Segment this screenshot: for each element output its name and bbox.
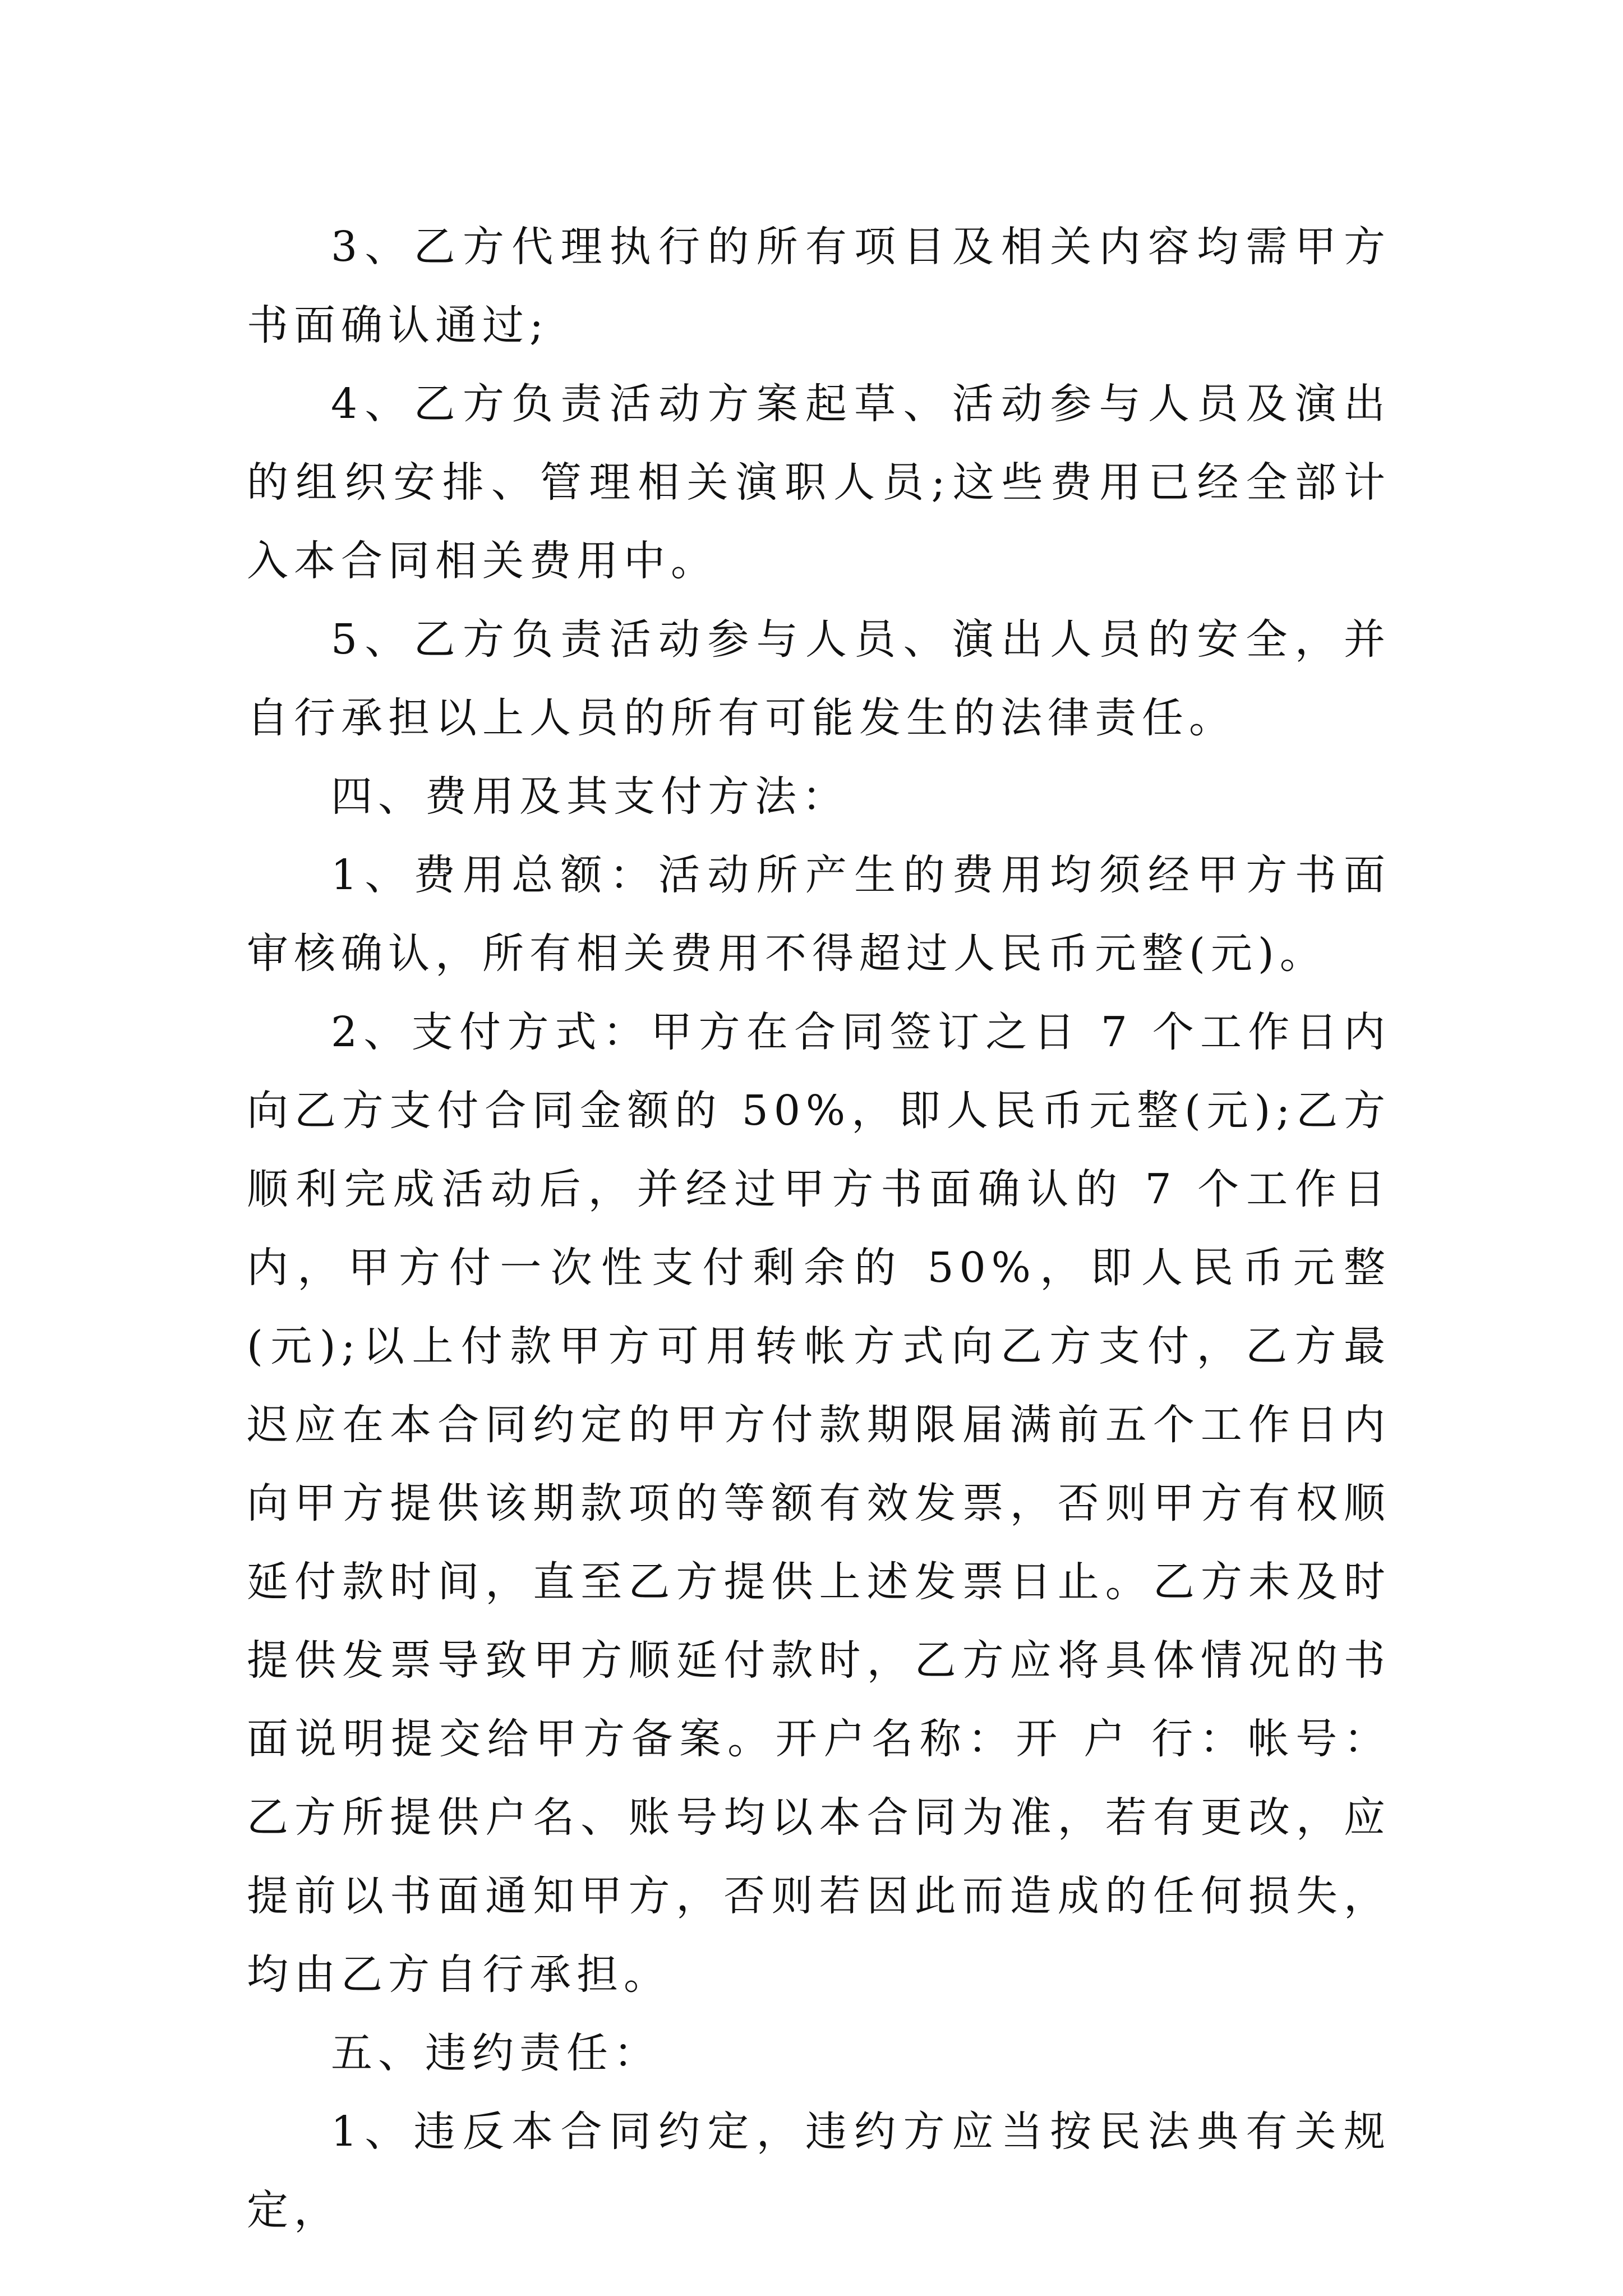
payment-method-paragraph: 2、支付方式：甲方在合同签订之日 7 个工作日内向乙方支付合同金额的 50%，即人民币元整(元);乙方顺利完成活动后，并经过甲方书面确认的 7 个工作日内，甲方付一次性支付剩余的 50%，即人民币元整(元);以上付款甲方可用转帐方式向乙方支付，乙方最迟应在本合同约定的甲方付款期限届满前五个工作日内向甲方提供该期款项的等额有效发票，否则甲方有权顺延付款时间，直至乙方提供上述发票日止。乙方未及时提供发票导致甲方顺延付款时，乙方应将具体情况的书面说明提交给甲方备案。开户名称：开 户 行：帐号：乙方所提供户名、账号均以本合同为准，若有更改，应提前以书面通知甲方，否则若因此而造成的任何损失，均由乙方自行承担。: [247, 1008, 1391, 1999]
clause-4-paragraph: 4、乙方负责活动方案起草、活动参与人员及演出的组织安排、管理相关演职人员;这些费用已经全部计入本合同相关费用中。: [247, 380, 1391, 585]
clause-5-paragraph: 5、乙方负责活动参与人员、演出人员的安全，并自行承担以上人员的所有可能发生的法律责任。: [247, 615, 1391, 742]
section-5-heading: 五、违约责任：: [331, 2029, 661, 2077]
section-4-heading: 四、费用及其支付方法：: [331, 772, 849, 821]
document-body: [247, 208, 1391, 2249]
fee-total-paragraph: 1、费用总额：活动所产生的费用均须经甲方书面审核确认，所有相关费用不得超过人民币元整(元)。: [247, 851, 1391, 978]
breach-clause-1-paragraph: 1、违反本合同约定，违约方应当按民法典有关规定，: [247, 2108, 1391, 2234]
clause-3-paragraph: 3、乙方代理执行的所有项目及相关内容均需甲方书面确认通过;: [247, 223, 1391, 349]
